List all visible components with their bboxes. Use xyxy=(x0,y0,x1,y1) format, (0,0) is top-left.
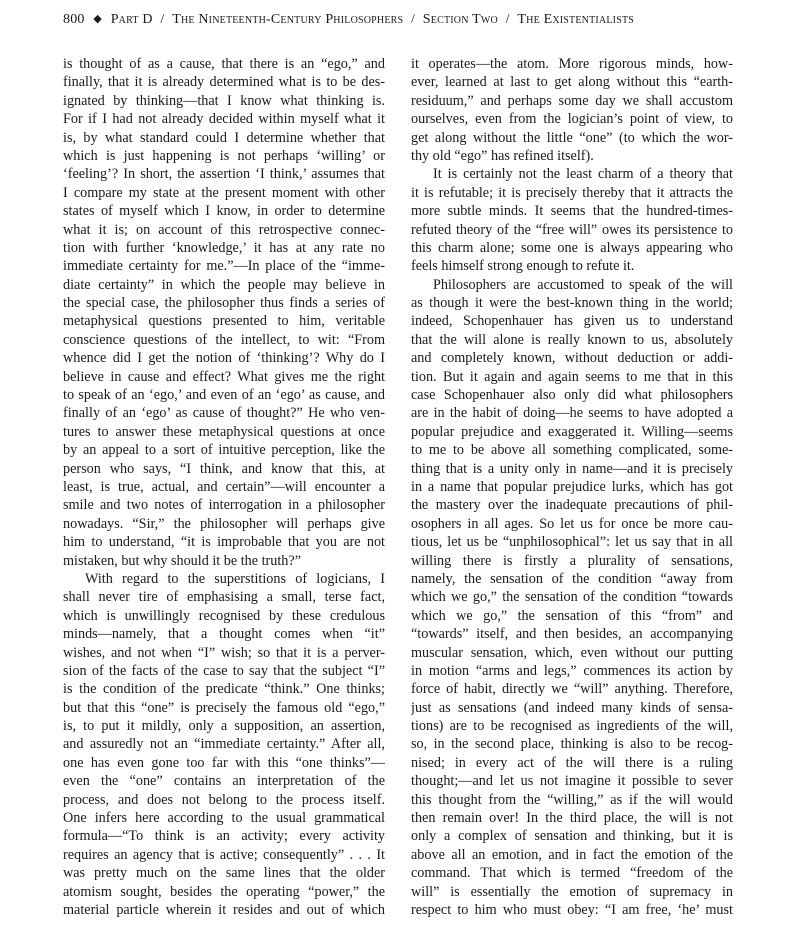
text-line: Philosophers are accustomed to speak of the will xyxy=(433,276,733,293)
text-line: feels himself strong enough to refute it. xyxy=(411,258,635,275)
text-line: “towards” itself, and then besides, an accompanying xyxy=(411,626,733,643)
text-line: nised; in every act of the will there is a ruling xyxy=(411,754,733,771)
page-number: 800 xyxy=(63,12,85,27)
text-line: shall never tire of emphasising a small, terse fact, xyxy=(63,589,385,606)
text-line: was pretty much on the same lines that the older xyxy=(63,865,385,882)
text-line: which is unwillingly recognised by these credulous xyxy=(63,607,385,624)
text-line: force of habit, directly we “will” anything. Therefore, xyxy=(411,681,733,698)
header-title: The Nineteenth-Century Philosophers xyxy=(172,12,404,27)
text-line: it operates—the atom. More rigorous minds, how- xyxy=(411,56,733,72)
text-line: case Schopenhauer also only did what philosophers xyxy=(411,387,733,404)
text-line: is, to put it mildly, only a supposition, an assertion, xyxy=(63,718,385,735)
text-line: get along without the little “one” (to which the wor- xyxy=(411,129,733,146)
text-line: immediate certainty for me.”—In place of the “imme- xyxy=(63,258,385,275)
left-text-column xyxy=(63,55,385,919)
text-line: refuted theory of the “free will” owes its persistence to xyxy=(411,221,733,238)
text-line: even the “one” contains an interpretation of the xyxy=(63,773,385,790)
text-line: only a complex of sensation and thinking, but it is xyxy=(411,828,733,845)
text-line: finally of an ‘ego’ as cause of thought?” He who ven- xyxy=(63,405,385,422)
text-line: conscience questions of the intellect, to wit: “From xyxy=(63,331,385,348)
text-line: in motion “arms and legs,” commences its action by xyxy=(411,662,733,679)
text-line: namely, the sensation of the condition “away from xyxy=(411,570,733,587)
text-line: ever, learned at last to get along without this “earth- xyxy=(411,74,733,91)
text-line: residuum,” and perhaps some day we shall accustom xyxy=(411,92,733,109)
text-line: command. That which is termed “freedom of the xyxy=(411,865,733,882)
text-line: whence did I get the notion of ‘thinking’? Why do I xyxy=(63,350,385,367)
text-line: person who says, “I think, and know that this, at xyxy=(63,460,385,477)
text-line: I compare my state at the present moment with other xyxy=(63,184,385,201)
text-line: tions) are to be recognised as ingredients of the will, xyxy=(411,718,733,735)
text-line: is thought of as a cause, that there is an “ego,” and xyxy=(63,56,385,72)
text-line: but that this “one” is precisely the famous old “ego,” xyxy=(63,699,385,716)
text-line: thing that is a unity only in name—and it is precisely xyxy=(411,460,733,477)
text-line: willing there is firstly a plurality of sensations, xyxy=(411,552,733,569)
text-line: it is refutable; it is precisely thereby that it attracts the xyxy=(411,184,733,201)
text-line: osophers in all ages. So let us for once be more cau- xyxy=(411,515,733,532)
text-line: one has even gone too far with this “one thinks”— xyxy=(63,754,385,771)
text-line: tion with further ‘knowledge,’ it has at any rate no xyxy=(63,239,385,256)
text-line: which we go,” the sensation of this “from” and xyxy=(411,607,733,624)
text-line: which we go,” the sensation of the condition “towards xyxy=(411,589,733,606)
text-line: believe in cause and effect? What gives me the right xyxy=(63,368,385,385)
text-line: above all an emotion, and in fact the emotion of the xyxy=(411,846,733,863)
text-line: nowadays. “Sir,” the philosopher will perhaps give xyxy=(63,515,385,532)
text-line: popular prejudice and exaggerated it. Willing—seems xyxy=(411,423,733,440)
text-line: more subtle minds. It seems that the hundred-times- xyxy=(411,203,733,220)
text-line: tious, let us be “unphilosophical”: let us say that in all xyxy=(411,534,733,551)
text-line: which is just happening is not perhaps ‘willing’ or xyxy=(63,147,385,164)
text-line: finally, that it is already determined what is to be des- xyxy=(63,74,385,91)
text-line: then remain over! In the third place, the will is not xyxy=(411,810,733,827)
text-line: what it is; on account of this retrospective connec- xyxy=(63,221,385,238)
header-separator: / xyxy=(411,12,416,27)
text-line: process, and does not belong to the process itself. xyxy=(63,791,385,808)
text-line: thy old “ego” has refined itself). xyxy=(411,147,594,164)
text-line: as though it were the best-known thing in the world; xyxy=(411,295,733,312)
text-line: so, in the second place, thinking is also to be recog- xyxy=(411,736,733,753)
text-line: to me to be above all something complicated, some- xyxy=(411,442,733,459)
text-line: sion of the facts of the case to say that the subject “I” xyxy=(63,662,385,679)
text-line: this thought from the “willing,” as if the will would xyxy=(411,791,733,808)
text-line: this charm alone; some one is always appearing who xyxy=(411,239,733,256)
header-separator: / xyxy=(505,12,510,27)
text-line: states of myself which I know, in order to determine xyxy=(63,203,385,220)
text-line: For if I had not already decided within myself what it xyxy=(63,111,385,128)
text-line: ‘feeling’? In short, the assertion ‘I think,’ assumes that xyxy=(63,166,385,183)
text-line: ignated by thinking—that I know what thinking is. xyxy=(63,92,385,109)
text-line: With regard to the superstitions of logicians, I xyxy=(85,570,385,587)
text-line: muscular sensation, which, even without our putting xyxy=(411,644,733,661)
text-line: are in the habit of doing—he seems to have adopted a xyxy=(411,405,733,422)
text-line: requires an agency that is active; consequently” . . . It xyxy=(63,846,385,863)
right-text-column xyxy=(411,55,733,919)
header-section: Section Two xyxy=(422,12,498,27)
text-line: formula—“To think is an activity; every activity xyxy=(63,828,385,845)
header-separator: / xyxy=(160,12,165,27)
text-line: just as sensations (and indeed many kinds of sensa- xyxy=(411,699,733,716)
text-line: thought;—and let us not imagine it possible to sever xyxy=(411,773,733,790)
text-line: smile and two notes of interrogation in a philosopher xyxy=(63,497,385,514)
text-line: will” is essentially the emotion of supremacy in xyxy=(411,883,733,900)
text-line: to speak of an ‘ego,’ and even of an ‘ego’ as cause, and xyxy=(63,387,385,404)
text-line: is, by what standard could I determine whether that xyxy=(63,129,385,146)
text-line: is the condition of the predicate “think.” One thinks; xyxy=(63,681,385,698)
text-line: metaphysical questions presented to him, veritable xyxy=(63,313,385,330)
text-line: atomism sought, besides the operating “power,” the xyxy=(63,883,385,900)
text-line: by an appeal to a sort of intuitive perception, like the xyxy=(63,442,385,459)
text-line: and completely known, without deduction or addi- xyxy=(411,350,733,367)
text-line: in a name that popular prejudice lurks, which has got xyxy=(411,478,733,495)
text-line: tures to answer these metaphysical questions at once xyxy=(63,423,385,440)
text-line: minds—namely, that a thought comes when “it” xyxy=(63,626,385,643)
text-line: the mastery over the inadequate precautions of phil- xyxy=(411,497,733,514)
text-line: wishes, and not when “I” wish; so that it is a perver- xyxy=(63,644,385,661)
text-line: diate certainty” in which the people may believe in xyxy=(63,276,385,293)
text-line: material particle wherein it resides and out of which xyxy=(63,901,385,918)
text-line: indeed, Schopenhauer has given us to understand xyxy=(411,313,733,330)
running-header xyxy=(63,12,743,36)
text-line: One infers here according to the usual grammatical xyxy=(63,810,385,827)
diamond-ornament-icon: ◆ xyxy=(93,13,102,25)
text-line: and assuredly not an “immediate certainty.” After all, xyxy=(63,736,385,753)
text-line: least, is true, actual, and certain”—will encounter a xyxy=(63,478,385,495)
text-line: It is certainly not the least charm of a theory that xyxy=(433,166,733,183)
text-line: mistaken, but why should it be the truth?” xyxy=(63,552,301,569)
text-line: the special case, the philosopher thus finds a series of xyxy=(63,295,385,312)
text-line: that the will alone is really known to us, absolutely xyxy=(411,331,733,348)
header-subtitle: The Existentialists xyxy=(517,12,635,27)
text-line: respect to him who must obey: “I am free, ‘he’ must xyxy=(411,901,733,918)
text-line: tion. But it again and again seems to me that in this xyxy=(411,368,733,385)
text-line: ourselves, even from the logician’s point of view, to xyxy=(411,111,733,128)
text-line: him to understand, “it is improbable that you are not xyxy=(63,534,385,551)
header-part: Part D xyxy=(110,12,153,27)
